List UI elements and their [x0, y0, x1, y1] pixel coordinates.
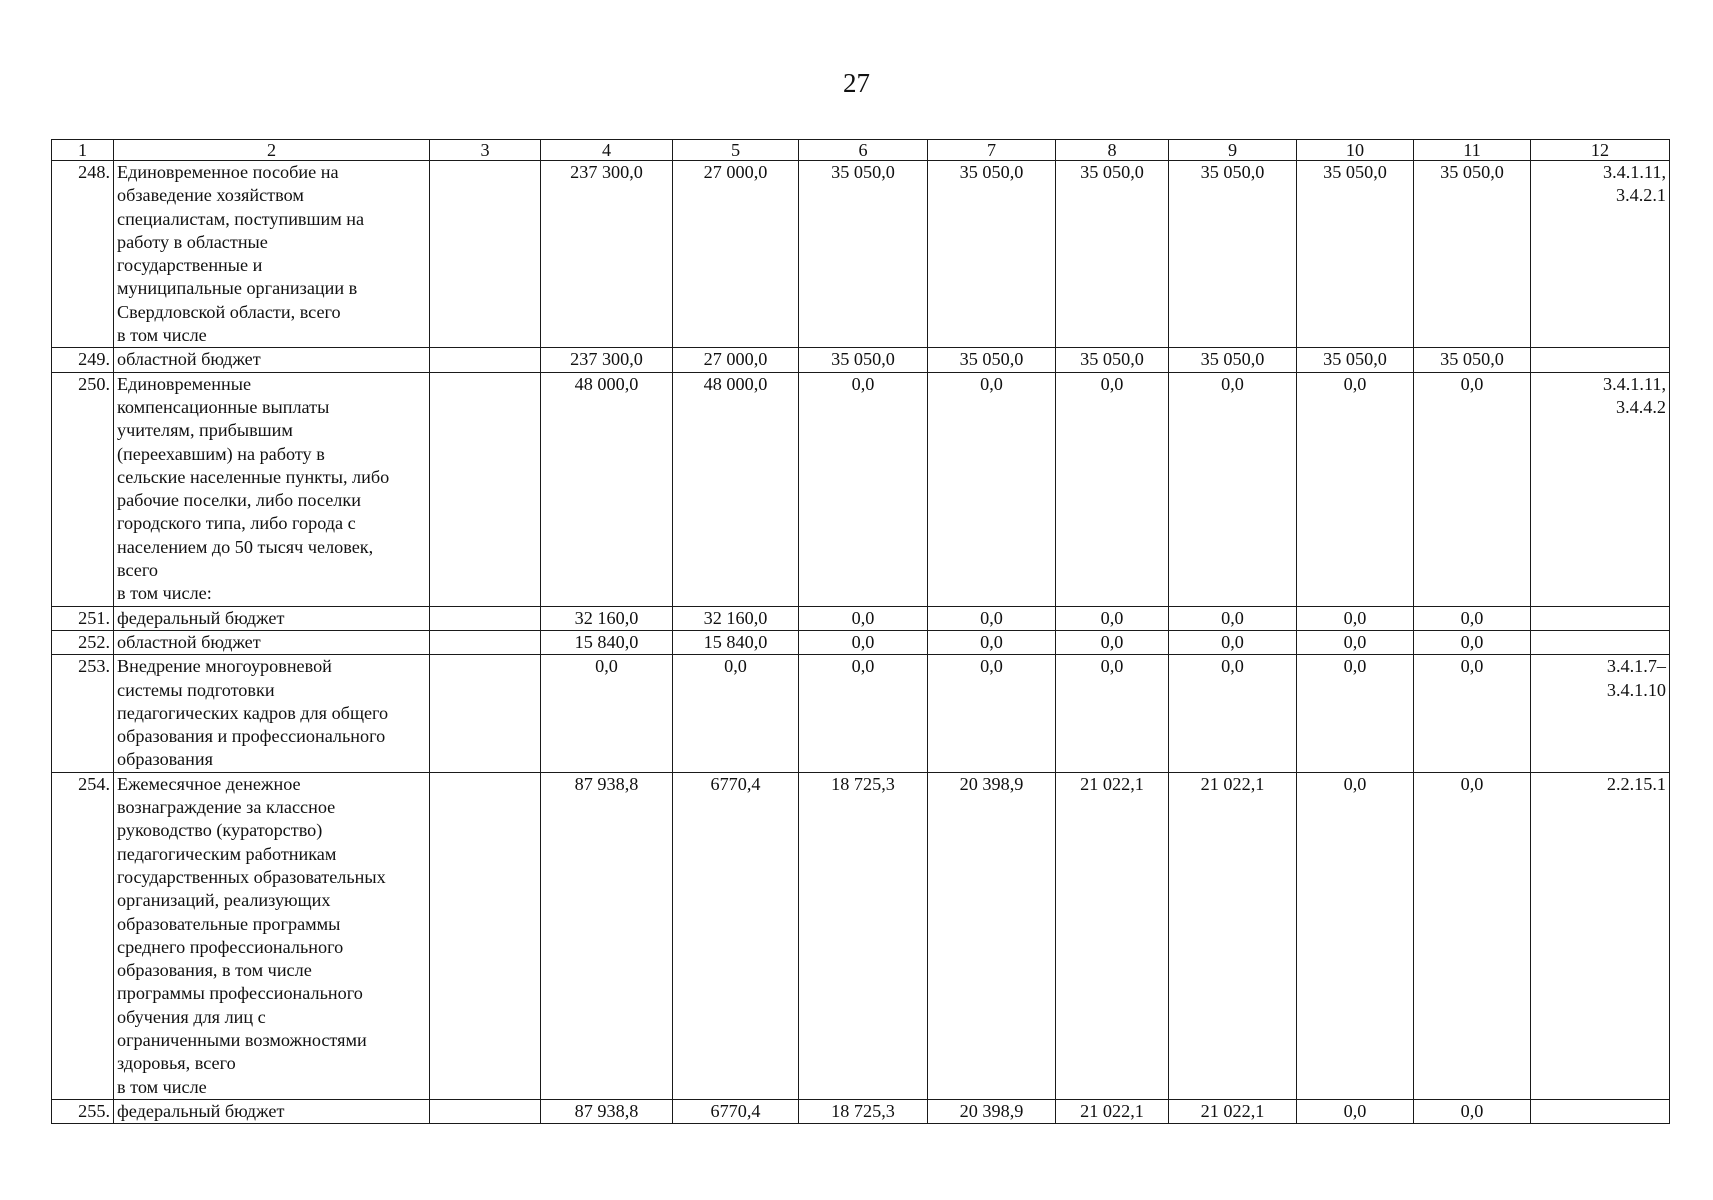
- description-line: здоровья, всего: [117, 1053, 236, 1074]
- amount-cell: 0,0: [673, 655, 799, 772]
- amount-cell: 0,0: [799, 655, 928, 772]
- amount-cell: 0,0: [1169, 372, 1297, 606]
- description-line: областной бюджет: [117, 349, 261, 370]
- amount-cell: 48 000,0: [673, 372, 799, 606]
- description-line: среднего профессионального: [117, 936, 344, 957]
- description-line: вознаграждение за классное: [117, 797, 336, 818]
- description-line: системы подготовки: [117, 679, 275, 700]
- table-row: [52, 161, 1670, 348]
- description-line: в том числе:: [117, 583, 212, 604]
- amount-cell: 0,0: [1414, 772, 1531, 1099]
- reference-line: 3.4.1.11,: [1603, 373, 1666, 394]
- target-reference: [1531, 1099, 1670, 1123]
- amount-cell: 0,0: [1297, 630, 1414, 654]
- amount-cell: 20 398,9: [928, 772, 1056, 1099]
- description-line: Внедрение многоуровневой: [117, 656, 332, 677]
- description-line: населением до 50 тысяч человек,: [117, 536, 374, 557]
- amount-cell: 0,0: [1056, 606, 1169, 630]
- amount-cell: 35 050,0: [1056, 348, 1169, 372]
- description-line: в том числе: [117, 1076, 207, 1097]
- table-body: [52, 140, 1670, 1124]
- amount-cell: 0,0: [1414, 372, 1531, 606]
- amount-cell: 21 022,1: [1056, 1099, 1169, 1123]
- target-reference: [1531, 772, 1670, 1099]
- description-line: рабочие поселки, либо поселки: [117, 490, 361, 511]
- header-cell: 8: [1056, 140, 1169, 161]
- column-3-cell: [430, 1099, 541, 1123]
- reference-line: 3.4.2.1: [1615, 185, 1666, 206]
- description-line: городского типа, либо города с: [117, 513, 356, 534]
- amount-cell: 32 160,0: [541, 606, 673, 630]
- header-cell: 10: [1297, 140, 1414, 161]
- amount-cell: 0,0: [1297, 606, 1414, 630]
- description-line: (переехавшим) на работу в: [117, 443, 325, 464]
- description-line: работу в областные: [117, 231, 268, 252]
- column-3-cell: [430, 161, 541, 348]
- description-line: организаций, реализующих: [117, 890, 331, 911]
- header-cell: 5: [673, 140, 799, 161]
- table-row: [52, 655, 1670, 772]
- description-line: программы профессионального: [117, 983, 363, 1004]
- header-row: [52, 140, 1670, 161]
- amount-cell: 27 000,0: [673, 161, 799, 348]
- description-line: федеральный бюджет: [117, 1100, 285, 1121]
- amount-cell: 0,0: [799, 630, 928, 654]
- target-reference: [1531, 606, 1670, 630]
- description-line: государственных образовательных: [117, 866, 386, 887]
- amount-cell: 35 050,0: [928, 348, 1056, 372]
- description-line: федеральный бюджет: [117, 607, 285, 628]
- description-line: учителям, прибывшим: [117, 420, 293, 441]
- table-row: [52, 606, 1670, 630]
- description-line: образования и профессионального: [117, 726, 386, 747]
- amount-cell: 0,0: [928, 372, 1056, 606]
- amount-cell: 237 300,0: [541, 161, 673, 348]
- amount-cell: 48 000,0: [541, 372, 673, 606]
- amount-cell: 21 022,1: [1056, 772, 1169, 1099]
- row-number: 252.: [52, 630, 114, 654]
- reference-line: 3.4.4.2: [1615, 396, 1666, 417]
- column-3-cell: [430, 348, 541, 372]
- row-description: [114, 630, 430, 654]
- page-number: 27: [843, 68, 870, 98]
- row-description: [114, 772, 430, 1099]
- header-cell: 7: [928, 140, 1056, 161]
- amount-cell: 0,0: [1056, 630, 1169, 654]
- amount-cell: 0,0: [1056, 655, 1169, 772]
- amount-cell: 35 050,0: [1297, 348, 1414, 372]
- header-cell: 12: [1531, 140, 1670, 161]
- column-3-cell: [430, 606, 541, 630]
- amount-cell: 0,0: [928, 630, 1056, 654]
- description-line: областной бюджет: [117, 631, 261, 652]
- description-line: Единовременное пособие на: [117, 162, 339, 182]
- row-number: 248.: [52, 161, 114, 348]
- amount-cell: 6770,4: [673, 1099, 799, 1123]
- amount-cell: 35 050,0: [799, 348, 928, 372]
- target-reference: [1531, 655, 1670, 772]
- amount-cell: 27 000,0: [673, 348, 799, 372]
- amount-cell: 35 050,0: [1297, 161, 1414, 348]
- description-line: ограниченными возможностями: [117, 1029, 367, 1050]
- header-cell: 6: [799, 140, 928, 161]
- description-line: всего: [117, 560, 158, 581]
- amount-cell: 18 725,3: [799, 1099, 928, 1123]
- description-line: образования, в том числе: [117, 960, 312, 981]
- amount-cell: 21 022,1: [1169, 1099, 1297, 1123]
- target-reference: [1531, 630, 1670, 654]
- header-cell: 4: [541, 140, 673, 161]
- amount-cell: 35 050,0: [1414, 348, 1531, 372]
- column-3-cell: [430, 772, 541, 1099]
- amount-cell: 0,0: [1169, 606, 1297, 630]
- amount-cell: 32 160,0: [673, 606, 799, 630]
- row-description: [114, 1099, 430, 1123]
- row-description: [114, 606, 430, 630]
- row-description: [114, 348, 430, 372]
- description-line: образовательные программы: [117, 913, 341, 934]
- amount-cell: 87 938,8: [541, 772, 673, 1099]
- column-3-cell: [430, 372, 541, 606]
- amount-cell: 15 840,0: [541, 630, 673, 654]
- table-row: [52, 348, 1670, 372]
- description-line: муниципальные организации в: [117, 278, 358, 299]
- amount-cell: 87 938,8: [541, 1099, 673, 1123]
- amount-cell: 0,0: [799, 372, 928, 606]
- description-line: в том числе: [117, 325, 207, 346]
- header-cell: 2: [114, 140, 430, 161]
- amount-cell: 0,0: [1414, 1099, 1531, 1123]
- table-row: [52, 772, 1670, 1099]
- amount-cell: 0,0: [1297, 372, 1414, 606]
- row-number: 251.: [52, 606, 114, 630]
- amount-cell: 21 022,1: [1169, 772, 1297, 1099]
- reference-line: 3.4.1.7–: [1606, 656, 1666, 677]
- amount-cell: 15 840,0: [673, 630, 799, 654]
- table-row: [52, 372, 1670, 606]
- amount-cell: 0,0: [928, 655, 1056, 772]
- description-line: обучения для лиц с: [117, 1006, 266, 1027]
- header-cell: 1: [52, 140, 114, 161]
- description-line: образования: [117, 749, 213, 770]
- target-reference: [1531, 161, 1670, 348]
- amount-cell: 0,0: [1414, 655, 1531, 772]
- amount-cell: 18 725,3: [799, 772, 928, 1099]
- header-cell: 9: [1169, 140, 1297, 161]
- description-line: сельские населенные пункты, либо: [117, 466, 390, 487]
- description-line: Единовременные: [117, 373, 252, 394]
- row-number: 249.: [52, 348, 114, 372]
- target-reference: [1531, 348, 1670, 372]
- table-row: [52, 630, 1670, 654]
- description-line: специалистам, поступившим на: [117, 208, 365, 229]
- reference-line: 2.2.15.1: [1606, 773, 1666, 794]
- amount-cell: 20 398,9: [928, 1099, 1056, 1123]
- reference-line: 3.4.1.11,: [1603, 162, 1666, 182]
- amount-cell: 0,0: [1414, 630, 1531, 654]
- description-line: компенсационные выплаты: [117, 396, 330, 417]
- budget-table: [51, 139, 1670, 1124]
- amount-cell: 35 050,0: [1169, 348, 1297, 372]
- row-number: 255.: [52, 1099, 114, 1123]
- description-line: обзаведение хозяйством: [117, 185, 304, 206]
- description-line: Свердловской области, всего: [117, 301, 341, 322]
- column-3-cell: [430, 655, 541, 772]
- amount-cell: 0,0: [1414, 606, 1531, 630]
- row-description: [114, 655, 430, 772]
- amount-cell: 0,0: [1169, 655, 1297, 772]
- amount-cell: 0,0: [1297, 1099, 1414, 1123]
- amount-cell: 35 050,0: [1056, 161, 1169, 348]
- amount-cell: 0,0: [1297, 655, 1414, 772]
- amount-cell: 6770,4: [673, 772, 799, 1099]
- row-number: 250.: [52, 372, 114, 606]
- amount-cell: 35 050,0: [928, 161, 1056, 348]
- amount-cell: 0,0: [1169, 630, 1297, 654]
- amount-cell: 237 300,0: [541, 348, 673, 372]
- amount-cell: 0,0: [541, 655, 673, 772]
- header-cell: 3: [430, 140, 541, 161]
- reference-line: 3.4.1.10: [1606, 679, 1666, 700]
- table-row: [52, 1099, 1670, 1123]
- column-3-cell: [430, 630, 541, 654]
- amount-cell: 0,0: [1056, 372, 1169, 606]
- amount-cell: 35 050,0: [799, 161, 928, 348]
- amount-cell: 35 050,0: [1169, 161, 1297, 348]
- description-line: государственные и: [117, 255, 263, 276]
- row-description: [114, 161, 430, 348]
- header-cell: 11: [1414, 140, 1531, 161]
- description-line: руководство (кураторство): [117, 820, 323, 841]
- amount-cell: 35 050,0: [1414, 161, 1531, 348]
- row-number: 253.: [52, 655, 114, 772]
- target-reference: [1531, 372, 1670, 606]
- amount-cell: 0,0: [799, 606, 928, 630]
- description-line: педагогических кадров для общего: [117, 702, 389, 723]
- row-number: 254.: [52, 772, 114, 1099]
- amount-cell: 0,0: [1297, 772, 1414, 1099]
- row-description: [114, 372, 430, 606]
- description-line: Ежемесячное денежное: [117, 773, 301, 794]
- description-line: педагогическим работникам: [117, 843, 337, 864]
- amount-cell: 0,0: [928, 606, 1056, 630]
